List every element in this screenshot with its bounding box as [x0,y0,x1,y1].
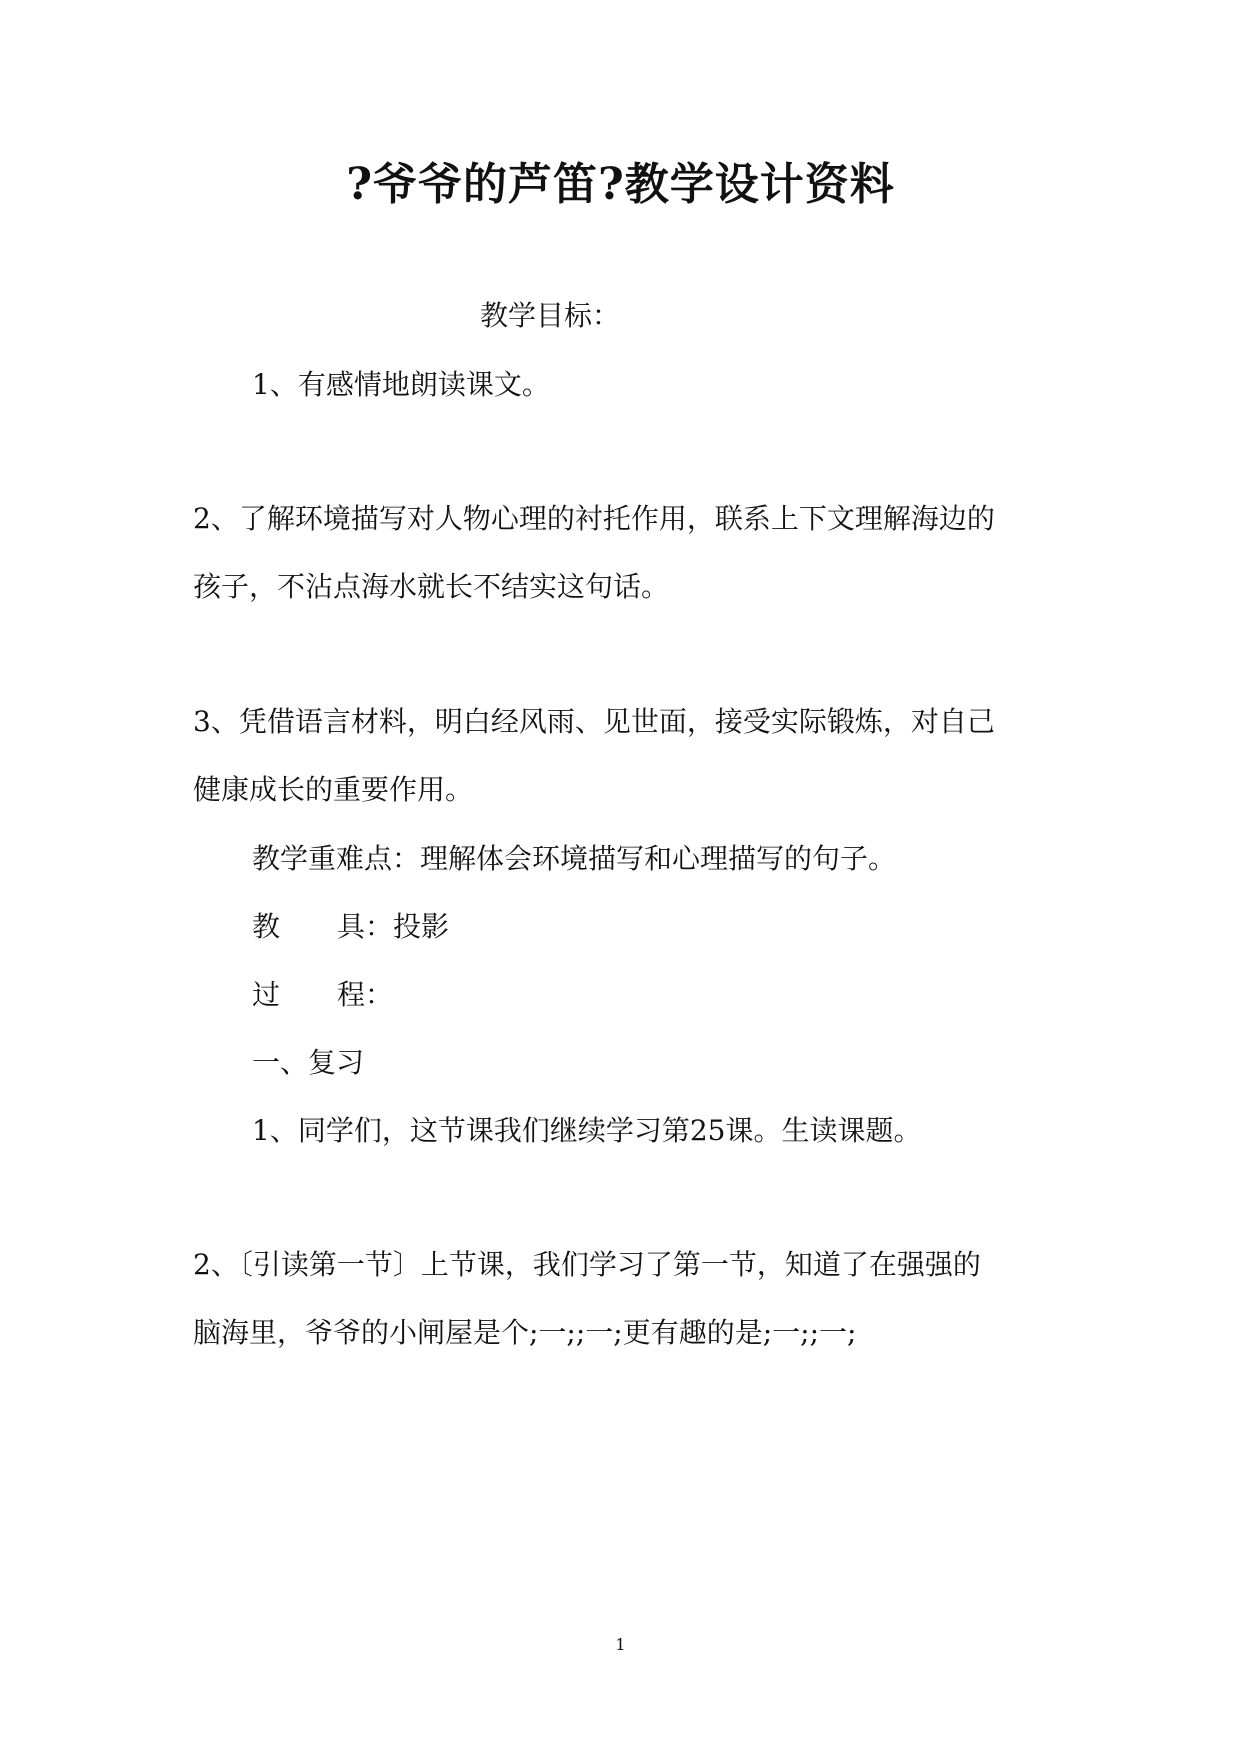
objective-2-line-2: 孩子，不沾点海水就长不结实这句话。 [193,570,670,603]
process-label-part-2: 程： [337,978,394,1011]
key-difficulty: 教学重难点：理解体会环境描写和心理描写的句子。 [252,842,897,875]
teaching-tools [252,907,449,947]
tools-label-part-2: 具：投影 [337,910,450,943]
review-item-2-line-1: 2、〔引读第一节〕上节课，我们学习了第一节，知道了在强强的 [193,1248,981,1281]
document-title: ?爷爷的芦笛?教学设计资料 [346,159,895,210]
section-review-heading: 一、复习 [252,1046,365,1079]
page-number: 1 [615,1635,626,1654]
objectives-heading: 教学目标： [480,299,621,332]
review-item-1: 1、同学们，这节课我们继续学习第25课。生读课题。 [252,1114,922,1147]
teaching-process [252,975,393,1015]
process-label-part-1: 过 [252,978,281,1011]
objective-2-line-1: 2、了解环境描写对人物心理的衬托作用，联系上下文理解海边的 [193,502,995,535]
objective-3-line-2: 健康成长的重要作用。 [193,773,474,806]
tools-label-part-1: 教 [252,910,281,943]
review-item-2-line-2: 脑海里，爷爷的小闸屋是个;一;;一;更有趣的是;一;;一; [193,1316,857,1349]
objective-1: 1、有感情地朗读课文。 [252,368,550,401]
objective-3-line-1: 3、凭借语言材料，明白经风雨、见世面，接受实际锻炼，对自己 [193,705,995,738]
